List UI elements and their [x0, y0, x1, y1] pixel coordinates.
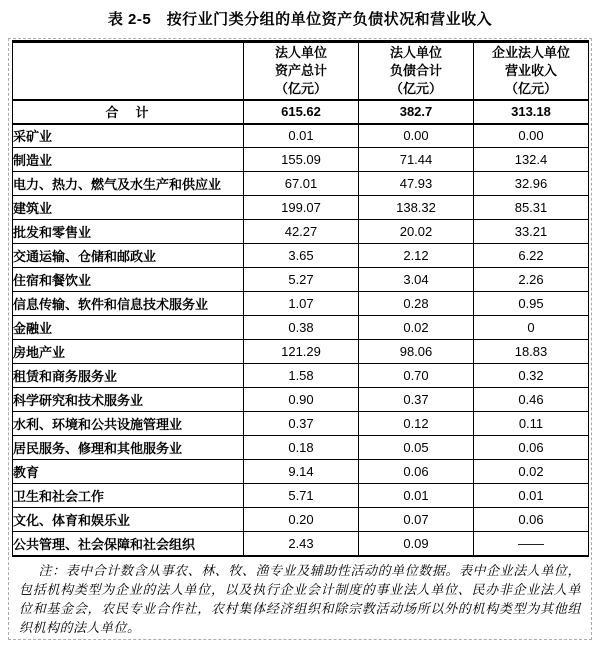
header-row: [13, 42, 589, 100]
industry-label: 制造业: [13, 148, 244, 172]
industry-label: 文化、体育和娱乐业: [13, 508, 244, 532]
assets-value: 0.37: [244, 412, 359, 436]
liabilities-value: 71.44: [359, 148, 474, 172]
revenue-value: ——: [474, 532, 589, 556]
revenue-value: 0.32: [474, 364, 589, 388]
industry-label: 水利、环境和公共设施管理业: [13, 412, 244, 436]
header-line: 企业法人单位: [491, 44, 570, 60]
liabilities-value: 0.00: [359, 124, 474, 148]
table-row: [13, 196, 589, 220]
assets-value: 3.65: [244, 244, 359, 268]
assets-value: 199.07: [244, 196, 359, 220]
assets-value: 2.43: [244, 532, 359, 556]
table-row: [13, 148, 589, 172]
assets-value: 1.58: [244, 364, 359, 388]
header-line: 法人单位: [389, 44, 442, 60]
table-row: [13, 484, 589, 508]
liabilities-value: 0.09: [359, 532, 474, 556]
header-line: 营业收入: [504, 62, 557, 78]
liabilities-value: 0.07: [359, 508, 474, 532]
revenue-value: 85.31: [474, 196, 589, 220]
page-title: 表 2-5 按行业门类分组的单位资产负债状况和营业收入: [107, 11, 493, 28]
industry-label: 住宿和餐饮业: [13, 268, 244, 292]
industry-label: 建筑业: [13, 196, 244, 220]
assets-value: 0.20: [244, 508, 359, 532]
industry-label: 教育: [13, 460, 244, 484]
liabilities-value: 0.12: [359, 412, 474, 436]
column-header-revenue: [474, 42, 589, 100]
table-row: [13, 460, 589, 484]
assets-value: 155.09: [244, 148, 359, 172]
table-row: [13, 532, 589, 556]
revenue-value: 32.96: [474, 172, 589, 196]
industry-label: 电力、热力、燃气及水生产和供应业: [13, 172, 244, 196]
revenue-value: 0.11: [474, 412, 589, 436]
liabilities-value: 2.12: [359, 244, 474, 268]
assets-value: 121.29: [244, 340, 359, 364]
table-row: [13, 388, 589, 412]
liabilities-value: 0.28: [359, 292, 474, 316]
industry-label: 公共管理、社会保障和社会组织: [13, 532, 244, 556]
assets-value: 67.01: [244, 172, 359, 196]
table-row: [13, 412, 589, 436]
assets-value: 0.38: [244, 316, 359, 340]
liabilities-value: 0.70: [359, 364, 474, 388]
header-line: 负债合计: [389, 62, 442, 78]
revenue-value: 2.26: [474, 268, 589, 292]
liabilities-value: 0.37: [359, 388, 474, 412]
liabilities-value: 47.93: [359, 172, 474, 196]
total-row: [13, 100, 589, 124]
table-row: [13, 364, 589, 388]
industry-label: 金融业: [13, 316, 244, 340]
revenue-value: 313.18: [474, 100, 589, 124]
revenue-value: 132.4: [474, 148, 589, 172]
table-row: [13, 340, 589, 364]
table-row: [13, 268, 589, 292]
industry-label: 采矿业: [13, 124, 244, 148]
revenue-value: 0.02: [474, 460, 589, 484]
liabilities-value: 0.06: [359, 460, 474, 484]
revenue-value: 0.06: [474, 436, 589, 460]
revenue-value: 0.95: [474, 292, 589, 316]
industry-label: 合 计: [13, 100, 244, 124]
header-line: 法人单位: [274, 44, 327, 60]
assets-value: 0.01: [244, 124, 359, 148]
table-row: [13, 244, 589, 268]
assets-value: 42.27: [244, 220, 359, 244]
assets-value: 0.18: [244, 436, 359, 460]
industry-label: 信息传输、软件和信息技术服务业: [13, 292, 244, 316]
column-header-liabilities: [359, 42, 474, 100]
assets-value: 5.27: [244, 268, 359, 292]
industry-label: 租赁和商务服务业: [13, 364, 244, 388]
revenue-value: 0.46: [474, 388, 589, 412]
liabilities-value: 382.7: [359, 100, 474, 124]
revenue-value: 0.06: [474, 508, 589, 532]
liabilities-value: 98.06: [359, 340, 474, 364]
revenue-value: 0.01: [474, 484, 589, 508]
industry-label: 批发和零售业: [13, 220, 244, 244]
table-row: [13, 220, 589, 244]
industry-label: 交通运输、仓储和邮政业: [13, 244, 244, 268]
assets-value: 5.71: [244, 484, 359, 508]
header-line: （亿元）: [274, 80, 327, 96]
table-row: [13, 172, 589, 196]
industry-label: 卫生和社会工作: [13, 484, 244, 508]
column-header-assets: [244, 42, 359, 100]
assets-value: 1.07: [244, 292, 359, 316]
liabilities-value: 20.02: [359, 220, 474, 244]
revenue-value: 33.21: [474, 220, 589, 244]
header-line: 资产总计: [274, 62, 327, 78]
assets-value: 615.62: [244, 100, 359, 124]
liabilities-value: 0.02: [359, 316, 474, 340]
liabilities-value: 0.01: [359, 484, 474, 508]
liabilities-value: 0.05: [359, 436, 474, 460]
industry-label: 科学研究和技术服务业: [13, 388, 244, 412]
table-row: [13, 124, 589, 148]
table-frame: [8, 38, 592, 640]
liabilities-value: 3.04: [359, 268, 474, 292]
header-line: （亿元）: [389, 80, 442, 96]
revenue-value: 6.22: [474, 244, 589, 268]
revenue-value: 0: [474, 316, 589, 340]
column-header-industry: [13, 42, 244, 100]
revenue-value: 0.00: [474, 124, 589, 148]
header-line: （亿元）: [504, 80, 557, 96]
table-row: [13, 508, 589, 532]
industry-statistics-table: [12, 40, 589, 557]
assets-value: 0.90: [244, 388, 359, 412]
liabilities-value: 138.32: [359, 196, 474, 220]
table-footnote: 注：表中合计数含从事农、林、牧、渔专业及辅助性活动的单位数据。表中企业法人单位，包括机构类型为企业的法人单位，以及执行企业会计制度的事业法人单位、民办非企业法人单位和基金会，农民专业合作社，农村集体经济组织和除宗教活动场所以外的机构类型为其他组织机构的法人单位。: [19, 563, 581, 636]
revenue-value: 18.83: [474, 340, 589, 364]
table-row: [13, 292, 589, 316]
industry-label: 房地产业: [13, 340, 244, 364]
assets-value: 9.14: [244, 460, 359, 484]
table-row: [13, 316, 589, 340]
industry-label: 居民服务、修理和其他服务业: [13, 436, 244, 460]
table-row: [13, 436, 589, 460]
